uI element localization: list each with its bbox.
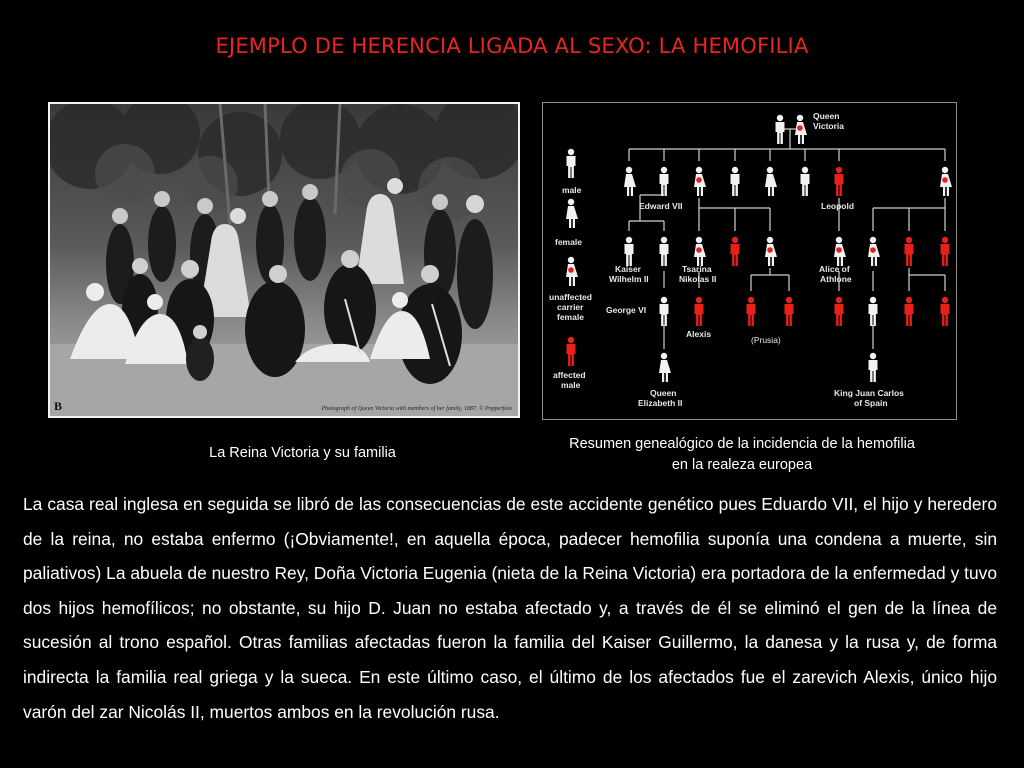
- label-prusia: (Prusia): [751, 335, 781, 345]
- body-paragraph: La casa real inglesa en seguida se libró de las consecuencias de este accidente genético pues Eduardo VII, el hijo y heredero de la reina, no estaba enfermo (¡Obviamente!, en aquella época, padecer hemofilia suponía una condena a muerte, sin paliativos) La abuela de nuestro Rey, Doña Victoria Eugenia (nieta de la Reina Victoria) era portadora de la enfermedad y tuvo dos hijos hemofílicos; no obstante, su hijo D. Juan no estaba afectado y, a través de él se eliminó el gen de la línea de sucesión al trono español. Otras familias afectadas fueron la familia del Kaiser Guillermo, la danesa y la rusa y, de forma indirecta la familia real griega y la sueca. En este último caso, el último de los afectados fue el zarevich Alexis, único hijo varón del zar Nicolás II, muertos ambos en la revolución rusa.: [23, 494, 997, 722]
- label-alexis: Alexis: [686, 329, 712, 339]
- label-alice-1: Alice of: [819, 264, 850, 274]
- photo-figure-letter: B: [54, 399, 63, 413]
- legend-carrier-2: carrier: [557, 302, 584, 312]
- label-tsarina-1: Tsarina: [682, 264, 712, 274]
- family-photo-illustration: [50, 104, 518, 416]
- legend-male: male: [562, 185, 582, 195]
- legend-affected-2: male: [561, 380, 581, 390]
- photo-credit: Photograph of Queen Victoria with members of her family, 1887. © Popperfoto: [321, 406, 512, 412]
- pedigree-caption-line-1: Resumen genealógico de la incidencia de la hemofilia: [569, 436, 915, 452]
- label-elizabeth-1: Queen: [650, 388, 677, 398]
- label-george: George VI: [606, 305, 647, 315]
- label-juan-carlos-1: King Juan Carlos: [834, 388, 904, 398]
- label-tsarina-2: Nikolas II: [679, 274, 717, 284]
- label-queen-victoria-1: Queen: [813, 111, 840, 121]
- label-leopold: Leopold: [821, 201, 855, 211]
- pedigree-chart-svg: [543, 103, 956, 419]
- legend-carrier-1: unaffected: [549, 292, 592, 302]
- label-alice-2: Athlone: [820, 274, 852, 284]
- pedigree-chart: [542, 102, 957, 420]
- slide-title: EJEMPLO DE HERENCIA LIGADA AL SEXO: LA HEMOFILIA: [215, 34, 809, 58]
- label-kaiser-1: Kaiser: [615, 264, 641, 274]
- label-elizabeth-2: Elizabeth II: [638, 398, 683, 408]
- photo-caption: La Reina Victoria y su familia: [209, 445, 396, 461]
- legend-affected-1: affected: [553, 370, 586, 380]
- label-juan-carlos-2: of Spain: [854, 398, 888, 408]
- label-edward: Edward VII: [639, 201, 683, 211]
- label-queen-victoria-2: Victoria: [813, 121, 845, 131]
- family-photo: [48, 102, 520, 418]
- label-kaiser-2: Wilhelm II: [609, 274, 649, 284]
- pedigree-caption: [522, 434, 962, 476]
- legend-carrier-3: female: [557, 312, 584, 322]
- legend-female: female: [555, 237, 582, 247]
- pedigree-caption-line-2: en la realeza europea: [671, 457, 813, 473]
